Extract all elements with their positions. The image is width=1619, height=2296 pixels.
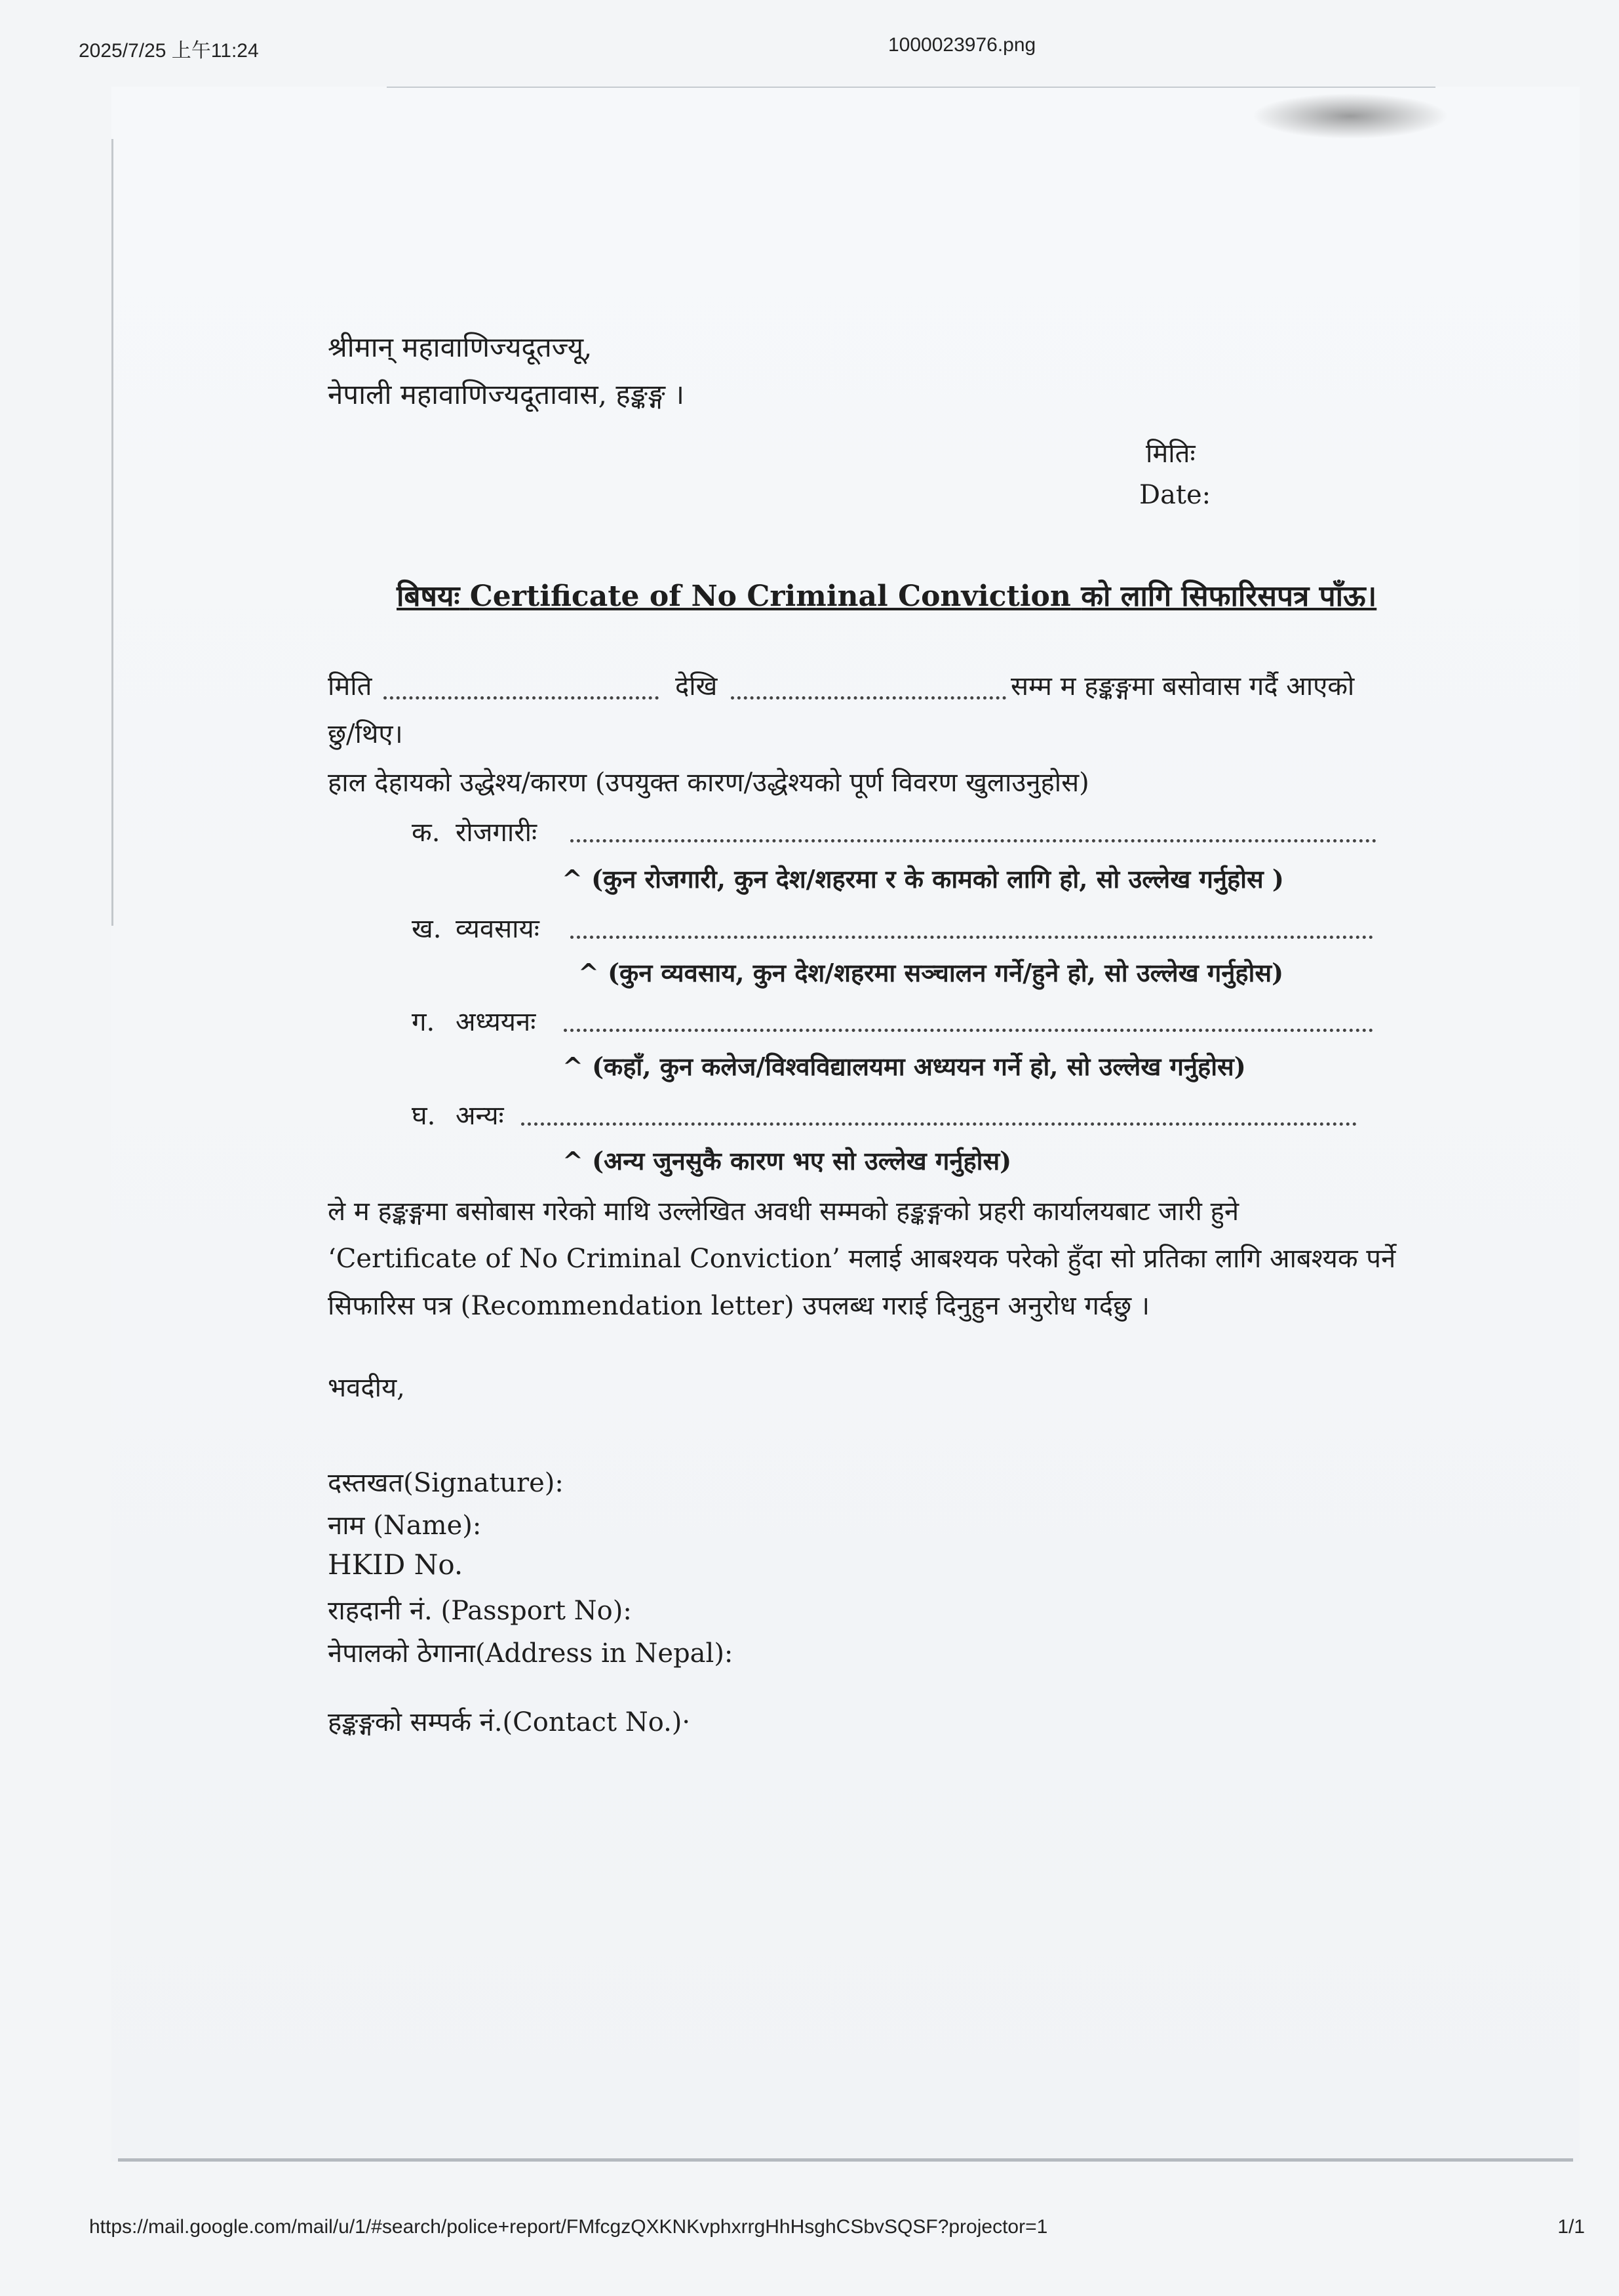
purpose-label-business: व्यवसायः xyxy=(456,914,539,944)
scanned-letter-page xyxy=(111,87,1580,2162)
other-blank[interactable] xyxy=(521,1122,1357,1126)
scan-edge xyxy=(118,2158,1573,2162)
to-date-blank[interactable] xyxy=(731,696,1006,700)
period-from-label: मिति xyxy=(328,671,372,702)
print-page-number: 1/1 xyxy=(1557,2216,1585,2238)
purpose-hint: ^ (कुन व्यवसाय, कुन देश/शहरमा सञ्चालन गर्ने/हुने हो, सो उल्लेख गर्नुहोस) xyxy=(578,958,1284,987)
purpose-intro: हाल देहायको उद्धेश्य/कारण (उपयुक्त कारण/उद्धेश्यको पूर्ण विवरण खुलाउनुहोस) xyxy=(328,768,1089,798)
field-address: नेपालको ठेगाना(Address in Nepal): xyxy=(328,1638,733,1669)
from-date-blank[interactable] xyxy=(383,696,659,700)
body-line-2: ‘Certificate of No Criminal Conviction’ मलाई आबश्यक परेको हुँदा सो प्रतिका लागि आबश्यक पर्ने xyxy=(328,1244,1396,1274)
scan-edge xyxy=(387,87,1435,88)
purpose-label-study: अध्ययनः xyxy=(456,1007,536,1037)
date-label-np: मितिः xyxy=(1146,439,1196,469)
purpose-hint: ^ (अन्य जुनसुकै कारण भए सो उल्लेख गर्नुहोस) xyxy=(562,1146,1012,1176)
salutation-line-1: श्रीमान् महावाणिज्यदूतज्यू, xyxy=(328,331,593,363)
print-footer xyxy=(0,2216,1619,2245)
field-name: नाम (Name): xyxy=(328,1511,482,1541)
period-line-2: छु/थिए। xyxy=(328,719,403,749)
closing: भवदीय, xyxy=(328,1373,405,1403)
body-line-1: ले म हङ्कङ्गमा बसोबास गरेको माथि उल्लेखित अवधी सम्मको हङ्कङ्गको प्रहरी कार्यालयबाट जारी हुने xyxy=(328,1197,1239,1227)
purpose-letter: ख. xyxy=(412,914,442,944)
print-header xyxy=(0,34,1619,63)
date-label-en: Date: xyxy=(1139,480,1211,510)
subject-prefix: बिषयः xyxy=(397,580,460,613)
period-to-label: देखि xyxy=(675,671,718,702)
body-line-3: सिफारिस पत्र (Recommendation letter) उपलब्ध गराई दिनुहुन अनुरोध गर्दछु । xyxy=(328,1291,1150,1321)
study-blank[interactable] xyxy=(564,1029,1373,1032)
purpose-hint: ^ (कहाँ, कुन कलेज/विश्वविद्यालयमा अध्ययन गर्ने हो, सो उल्लेख गर्नुहोस) xyxy=(562,1052,1246,1081)
purpose-hint: ^ (कुन रोजगारी, कुन देश/शहरमा र के कामको लागि हो, सो उल्लेख गर्नुहोस ) xyxy=(562,864,1284,894)
purpose-letter: ग. xyxy=(412,1007,435,1037)
field-signature: दस्तखत(Signature): xyxy=(328,1468,564,1498)
subject-title: Certificate of No Criminal Conviction xyxy=(469,580,1071,613)
purpose-label-employment: रोजगारीः xyxy=(456,818,537,848)
subject-line xyxy=(397,575,1376,614)
purpose-letter: घ. xyxy=(412,1101,436,1131)
purpose-label-other: अन्यः xyxy=(456,1101,504,1131)
field-contact: हङ्कङ्गको सम्पर्क नं.(Contact No.)· xyxy=(328,1707,691,1737)
purpose-letter: क. xyxy=(412,818,440,848)
print-datetime: 2025/7/25 上午11:24 xyxy=(79,40,259,62)
print-url: https://mail.google.com/mail/u/1/#search/police+report/FMfcgzQXKNKvphxrrgHhHsghCSbvSQSF?projector=1 xyxy=(89,2216,1048,2238)
subject-suffix: को लागि सिफारिसपत्र पाँऊ। xyxy=(1081,580,1377,613)
field-passport: राहदानी नं. (Passport No): xyxy=(328,1596,632,1626)
scan-edge xyxy=(111,139,113,926)
field-hkid: HKID No. xyxy=(328,1549,463,1581)
print-filename: 1000023976.png xyxy=(888,34,1036,56)
scan-smudge xyxy=(1252,93,1449,139)
period-continuation: सम्म म हङ्कङ्गमा बसोवास गर्दै आएको xyxy=(1011,671,1355,702)
employment-blank[interactable] xyxy=(570,839,1376,842)
business-blank[interactable] xyxy=(570,936,1373,939)
salutation-line-2: नेपाली महावाणिज्यदूतावास, हङ्कङ्ग । xyxy=(328,378,685,410)
